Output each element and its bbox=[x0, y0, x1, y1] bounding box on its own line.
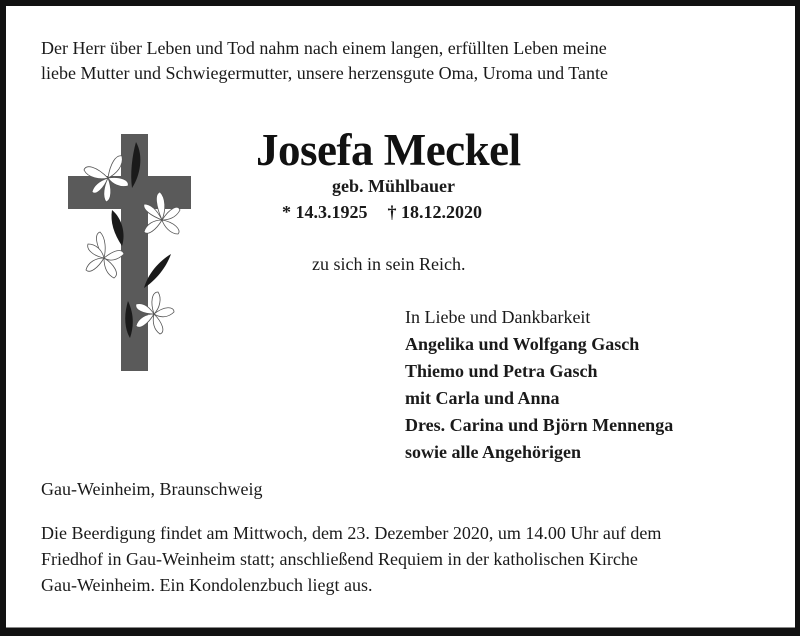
birth-date: * 14.3.1925 bbox=[282, 202, 368, 222]
death-date: † 18.12.2020 bbox=[387, 202, 482, 222]
mourner-name: mit Carla und Anna bbox=[405, 388, 560, 408]
obituary-card bbox=[6, 6, 795, 628]
funeral-line: Friedhof in Gau-Weinheim statt; anschließend Requiem in der katholischen Kirche bbox=[41, 549, 638, 569]
funeral-line: Gau-Weinheim. Ein Kondolenzbuch liegt aus. bbox=[41, 575, 373, 595]
intro-text bbox=[41, 36, 608, 86]
mourners-block bbox=[405, 304, 673, 466]
deceased-name: Josefa Meckel bbox=[256, 125, 521, 175]
intro-line: Der Herr über Leben und Tod nahm nach einem langen, erfüllten Leben meine bbox=[41, 38, 607, 58]
closing-phrase: zu sich in sein Reich. bbox=[312, 254, 466, 274]
funeral-notice bbox=[41, 520, 661, 598]
birth-name: geb. Mühlbauer bbox=[332, 176, 456, 196]
mourner-name: Angelika und Wolfgang Gasch bbox=[405, 334, 640, 354]
life-dates bbox=[282, 202, 482, 223]
mourners-heading: In Liebe und Dankbarkeit bbox=[405, 307, 591, 327]
cross-with-lilies-icon bbox=[56, 126, 206, 378]
mourner-name: Dres. Carina und Björn Mennenga bbox=[405, 415, 674, 435]
mourner-name: Thiemo und Petra Gasch bbox=[405, 361, 598, 381]
intro-line: liebe Mutter und Schwiegermutter, unsere herzensgute Oma, Uroma und Tante bbox=[41, 63, 609, 83]
places: Gau-Weinheim, Braunschweig bbox=[41, 479, 263, 499]
funeral-line: Die Beerdigung findet am Mittwoch, dem 23. Dezember 2020, um 14.00 Uhr auf dem bbox=[41, 523, 662, 543]
mourner-name: sowie alle Angehörigen bbox=[405, 442, 581, 462]
